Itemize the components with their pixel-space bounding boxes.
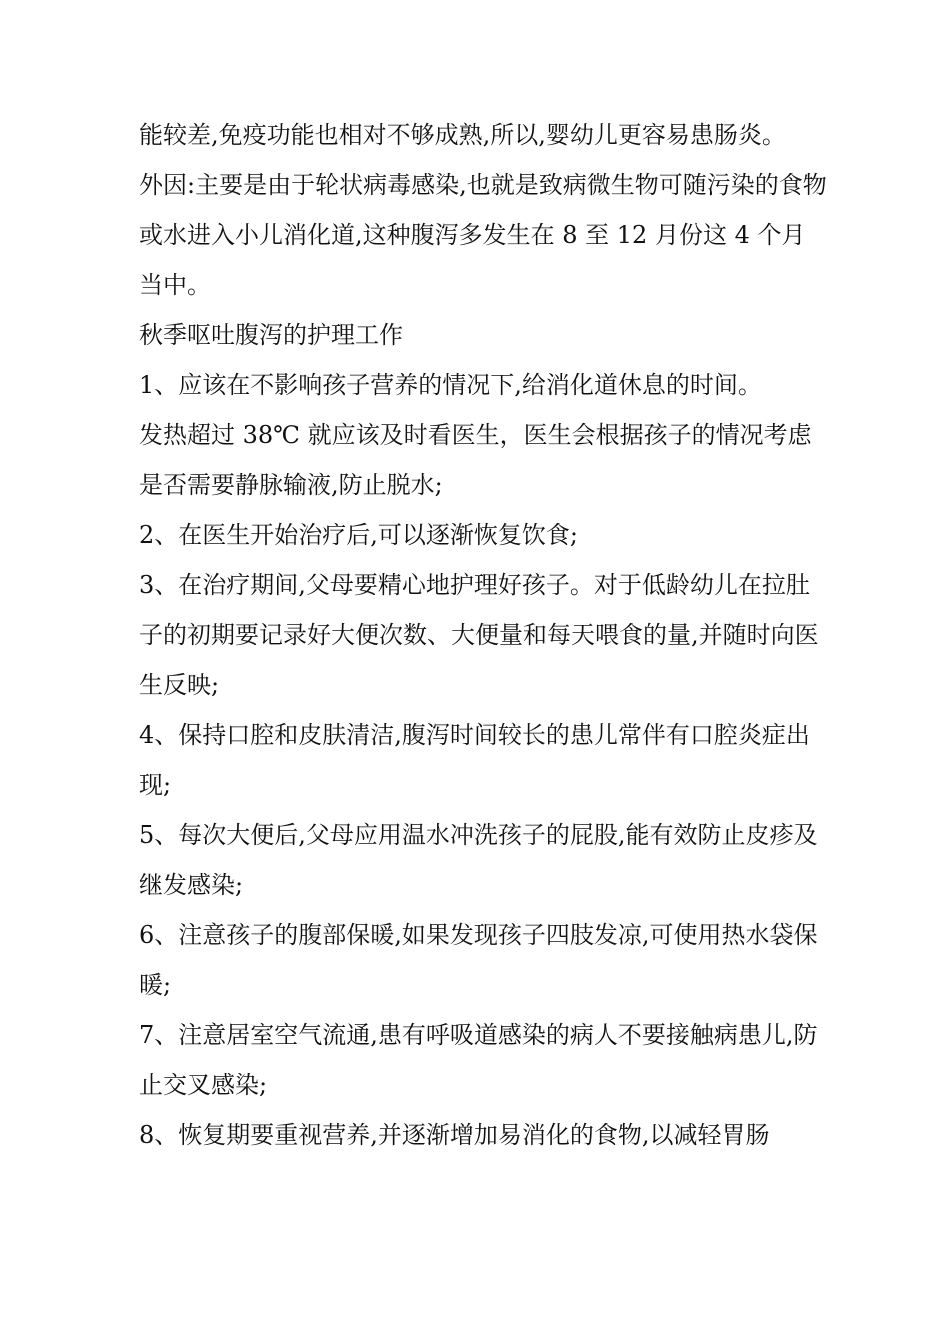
paragraph-care-item-6: 6、注意孩子的腹部保暖,如果发现孩子四肢发凉,可使用热水袋保暖; [139, 921, 818, 999]
paragraph-external-cause: 外因:主要是由于轮状病毒感染,也就是致病微生物可随污染的食物或水进入小儿消化道,这种腹泻多发生在 8 至 12 月份这 4 个月当中。 [139, 171, 827, 299]
paragraph-care-item-8: 8、恢复期要重视营养,并逐渐增加易消化的食物,以减轻胃肠 [139, 1121, 770, 1149]
paragraph-care-item-7: 7、注意居室空气流通,患有呼吸道感染的病人不要接触病患儿,防止交叉感染; [139, 1021, 818, 1099]
paragraph-intro-continuation: 能较差,免疫功能也相对不够成熟,所以,婴幼儿更容易患肠炎。 [139, 121, 786, 149]
section-heading-care: 秋季呕吐腹泻的护理工作 [139, 321, 403, 349]
paragraph-care-item-1: 1、应该在不影响孩子营养的情况下,给消化道休息的时间。 [139, 371, 762, 399]
paragraph-care-item-4: 4、保持口腔和皮肤清洁,腹泻时间较长的患儿常伴有口腔炎症出现; [139, 721, 810, 799]
document-body [139, 110, 829, 1160]
paragraph-care-item-2: 2、在医生开始治疗后,可以逐渐恢复饮食; [139, 521, 578, 549]
paragraph-fever-note: 发热超过 38℃ 就应该及时看医生，医生会根据孩子的情况考虑是否需要静脉输液,防止脱水; [139, 421, 812, 499]
paragraph-care-item-5: 5、每次大便后,父母应用温水冲洗孩子的屁股,能有效防止皮疹及继发感染; [139, 821, 818, 899]
paragraph-care-item-3: 3、在治疗期间,父母要精心地护理好孩子。对于低龄幼儿在拉肚子的初期要记录好大便次数、大便量和每天喂食的量,并随时向医生反映; [139, 571, 819, 699]
